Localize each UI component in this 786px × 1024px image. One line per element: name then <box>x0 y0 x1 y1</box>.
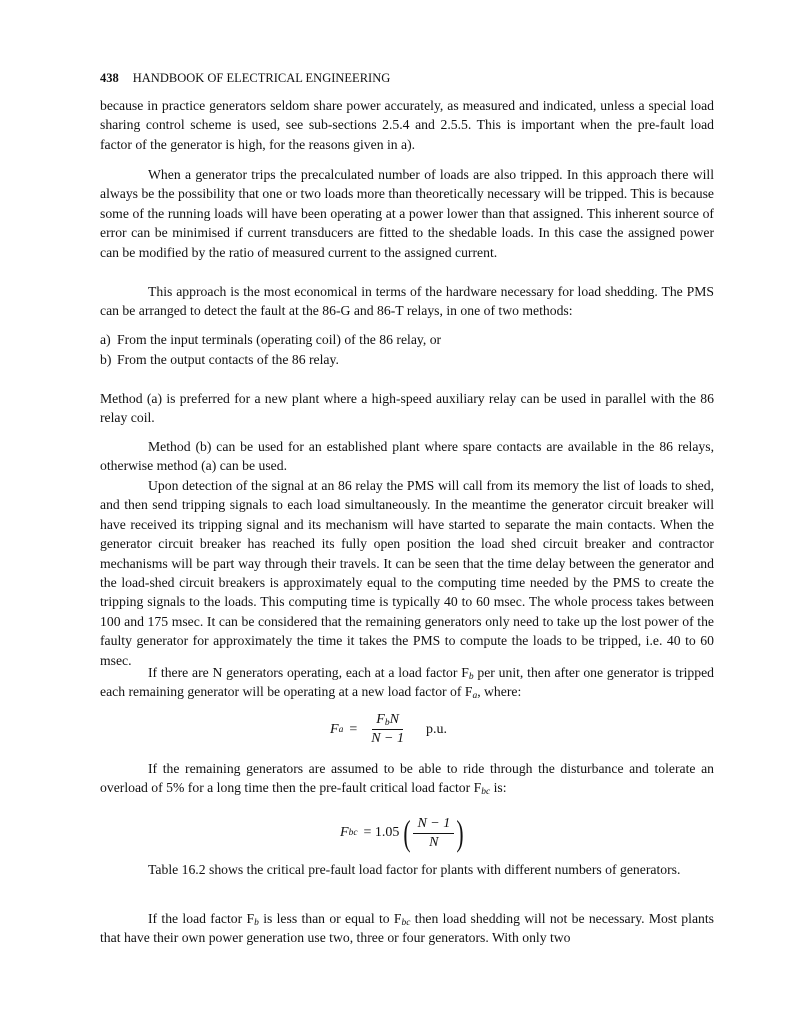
fraction <box>367 712 408 747</box>
denominator: N − 1 <box>371 731 405 746</box>
subscript: b <box>468 672 474 682</box>
subscript: a <box>472 691 478 702</box>
list-text: From the input terminals (operating coil) of the 86 relay, or <box>117 332 442 347</box>
text: , where: <box>477 684 522 700</box>
eq-coefficient: = 1.05 <box>363 825 400 840</box>
text: If the load factor F <box>148 911 255 926</box>
num-n: N <box>389 712 399 727</box>
fraction <box>413 816 454 851</box>
paragraph-4: Method (a) is preferred for a new plant where a high-speed auxiliary relay can be used in parallel with the 86 relay coil. <box>100 391 714 426</box>
numerator: N − 1 <box>413 816 454 834</box>
paragraph-8 <box>100 759 714 798</box>
denominator: N <box>429 834 439 850</box>
running-title: HANDBOOK OF ELECTRICAL ENGINEERING <box>132 71 391 85</box>
text: If the remaining generators are assumed to be able to ride through the disturbance and tolerate an overload of 5% for a long time then the pre-fault critical load factor F <box>100 761 714 796</box>
numerator <box>372 712 403 730</box>
paragraph-5: Method (b) can be used for an established plant where spare contacts are available in the 86 relays, otherwise method (a) can be used. <box>100 439 714 474</box>
text: per unit, then after one generator is tripped each remaining generator will be operating at a new load factor of F <box>100 665 714 700</box>
text: If there are N generators operating, each at a load factor F <box>148 665 469 680</box>
list-item-b <box>100 350 339 369</box>
eq-lhs: F <box>340 825 349 840</box>
running-header <box>100 71 390 86</box>
paragraph-10 <box>100 909 714 948</box>
subscript: bc <box>481 787 491 798</box>
paragraph-2: When a generator trips the precalculated number of loads are also tripped. In this approach there will always be the possibility that one or two loads more than theoretically necessary will be tripped. This is because some of the running loads will have been operating at a power lower than that assigned. This inherent source of error can be minimised if current transducers are fitted to the shedable loads. In this case the assigned power can be modified by the ratio of measured current to the assigned current. <box>100 167 714 260</box>
paragraph-3: This approach is the most economical in terms of the hardware necessary for load shedding. The PMS can be arranged to detect the fault at the 86-G and 86-T relays, in one of two methods: <box>100 284 714 319</box>
left-paren: ( <box>403 813 412 853</box>
list-item-a <box>100 330 441 349</box>
text: is: <box>490 780 507 796</box>
subscript: b <box>254 918 259 928</box>
paragraph-1: because in practice generators seldom share power accurately, as measured and indicated, unless a special load sharing control scheme is used, see sub-sections 2.5.4 and 2.5.5. This is important when the pre-fault load factor of the generator is high, for the reasons given in a). <box>100 98 714 152</box>
page-number: 438 <box>100 71 119 85</box>
list-text: From the output contacts of the 86 relay. <box>117 352 339 367</box>
num-sub: b <box>384 718 390 728</box>
subscript: bc <box>401 918 411 928</box>
eq-sign: = <box>349 721 358 737</box>
paragraph-7 <box>100 663 714 702</box>
list-label: a) <box>100 332 111 347</box>
text: then load shedding will not be necessary. Most plants that have their own power generation use two, three or four generators. With only two <box>100 911 715 946</box>
paragraph-9: Table 16.2 shows the critical pre-fault load factor for plants with different numbers of generators. <box>148 862 681 877</box>
list-label: b) <box>100 352 112 367</box>
right-paren: ) <box>456 813 464 853</box>
num-f: F <box>376 712 385 727</box>
text: is less than or equal to F <box>258 911 402 926</box>
equation-load-factor-after-trip: F a = $\frac{F_bN}{N - 1}$ p.u. <box>330 712 448 746</box>
eq-unit: p.u. <box>426 721 448 737</box>
paragraph-6: Upon detection of the signal at an 86 relay the PMS will call from its memory the list of loads to shed, and then send tripping signals to each load simultaneously. In the meantime the generator circuit breaker will have received its tripping signal and its mechanism will have started to separate the main contacts. When the generator circuit breaker has reached its fully open position the load shed circuit breaker and contractor mechanisms will be part way through their travels. It can be seen that the time delay between the generator and the load-shed circuit breakers is approximately equal to the computing time needed by the PMS to create the tripping signals to the loads. This computing time is typically 40 to 60 msec. The whole process takes between 100 and 175 msec. It can be considered that the remaining generators only need to take up the lost power of the faulty generator for approximately the time it takes the PMS to compute the loads to be tripped, i.e. 40 to 60 msec. <box>100 478 714 668</box>
equation-critical-load-factor: F bc = 1.05 ( $\frac{N - 1}{N}$ ) <box>340 813 464 853</box>
eq-lhs: F <box>330 721 339 737</box>
